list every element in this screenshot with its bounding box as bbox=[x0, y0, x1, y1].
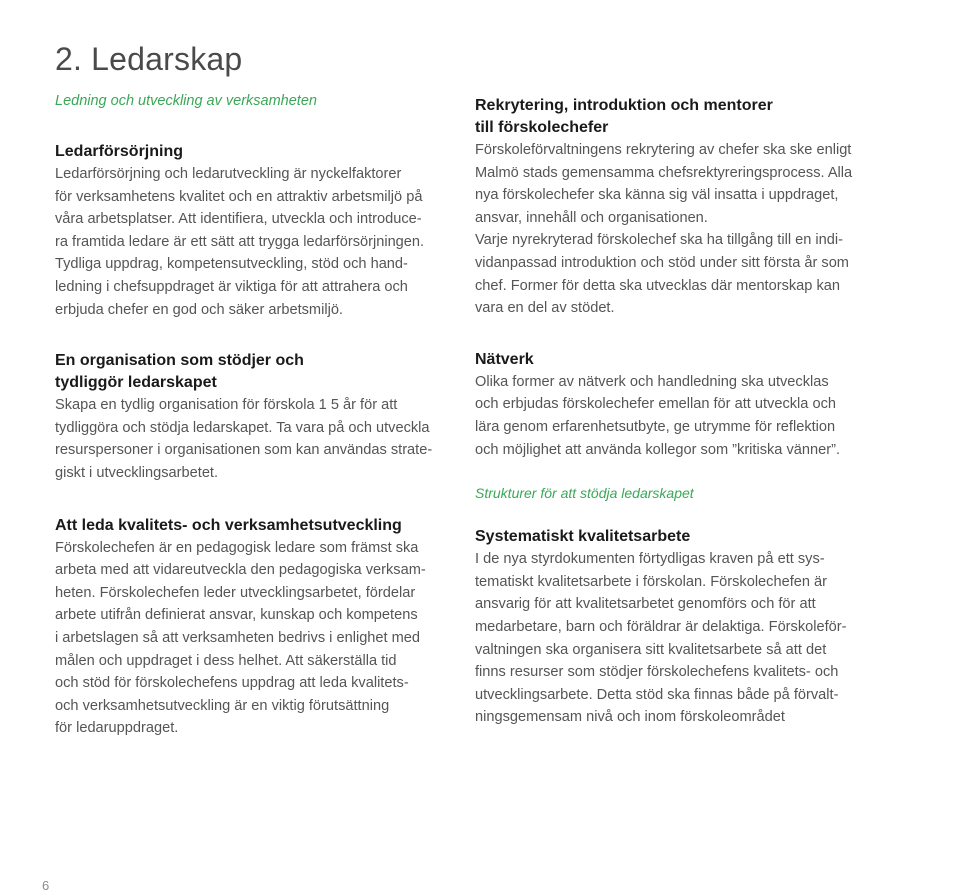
section-body: Skapa en tydlig organisation för förskola 1 5 år för att tydliggöra och stödja ledarskapet. Ta vara på och utveckla resurspersoner i organisationen som kan användas strate- giskt i utvecklingsarbetet. bbox=[55, 397, 433, 481]
section-heading: Nätverk bbox=[475, 350, 534, 368]
section-body: Förskoleförvaltningens rekrytering av chefer ska ske enligt Malmö stads gemensamma chefsrektyreringsprocess. Alla nya förskolechefer ska känna sig väl insatta i uppdraget, ansvar, innehåll och organisationen. Varje nyrekryterad förskolechef ska ha tillgång till en indi- vidanpassad introduktion och stöd under sitt första år som chef. Former för detta ska utvecklas där mentorskap kan vara en del av stödet. bbox=[475, 142, 853, 317]
section-heading: Ledarförsörjning bbox=[55, 143, 184, 160]
right-column bbox=[475, 95, 865, 729]
section-heading: En organisation som stödjer och tydliggör ledarskapet bbox=[55, 352, 304, 392]
section-heading: Systematiskt kvalitetsarbete bbox=[475, 528, 691, 546]
section-body: Olika former av nätverk och handledning ska utvecklas och erbjudas förskolechefer emellan för att utveckla och lära genom erfarenhetsutbyte, ge utrymme för reflektion och möjlighet att använda kollegor som ”kritiska vänner”. bbox=[475, 373, 841, 458]
section-kvalitetsutveckling bbox=[55, 515, 445, 740]
structures-subtitle: Strukturer för att stödja ledarskapet bbox=[475, 485, 694, 502]
section-body: Ledarförsörjning och ledarutveckling är nyckelfaktorer för verksamhetens kvalitet och en attraktiv arbetsmiljö på våra arbetsplatser. Att identifiera, utveckla och introduce- ra framtida ledare är ett sätt att trygga ledarförsörjningen. Tydliga uppdrag, kompetensutveckling, stöd och hand- ledning i chefsuppdraget är viktiga för att attrahera och erbjuda chefer en god och säker arbetsmiljö. bbox=[55, 166, 425, 318]
section-organisation bbox=[55, 350, 445, 484]
section-body: I de nya styrdokumenten förtydligas kraven på ett sys- tematiskt kvalitetsarbete i förskolan. Förskolechefen är ansvarig för att kvalitetsarbetet genomförs och för att medarbetare, barn och föräldrar är delaktiga. Förskoleför- valtningen ska organisera sitt kvalitetsarbete så att det finns resurser som stödjer förskolechefens kvalitets- och utvecklingsarbete. Detta stöd ska finnas både på förvalt- ningsgemensam nivå och inom förskoleområdet bbox=[475, 551, 847, 726]
chapter-subtitle: Ledning och utveckling av verksamheten bbox=[55, 93, 317, 109]
section-natverk bbox=[475, 349, 865, 461]
section-rekrytering bbox=[475, 95, 865, 320]
left-column bbox=[55, 93, 445, 740]
section-ledarforsorjning bbox=[55, 141, 445, 321]
page-number: 6 bbox=[42, 878, 50, 893]
section-heading: Att leda kvalitets- och verksamhetsutveckling bbox=[55, 516, 402, 534]
page-title: 2. Ledarskap bbox=[55, 41, 243, 77]
section-systematiskt-kvalitetsarbete bbox=[475, 526, 865, 729]
section-body: Förskolechefen är en pedagogisk ledare som främst ska arbeta med att vidareutveckla den pedagogiska verksam- heten. Förskolechefen leder utvecklingsarbetet, fördelar arbete utifrån definierat ansvar, kunskap och kompetens i arbetslagen så att verksamheten bedrivs i enlighet med målen och uppdraget i dess helhet. Att säkerställa tid och stöd för förskolechefens uppdrag att leda kvalitets- och verksamhetsutveckling är en viktig förutsättning för ledaruppdraget. bbox=[55, 539, 426, 737]
section-heading: Rekrytering, introduktion och mentorer till förskolechefer bbox=[475, 97, 773, 136]
